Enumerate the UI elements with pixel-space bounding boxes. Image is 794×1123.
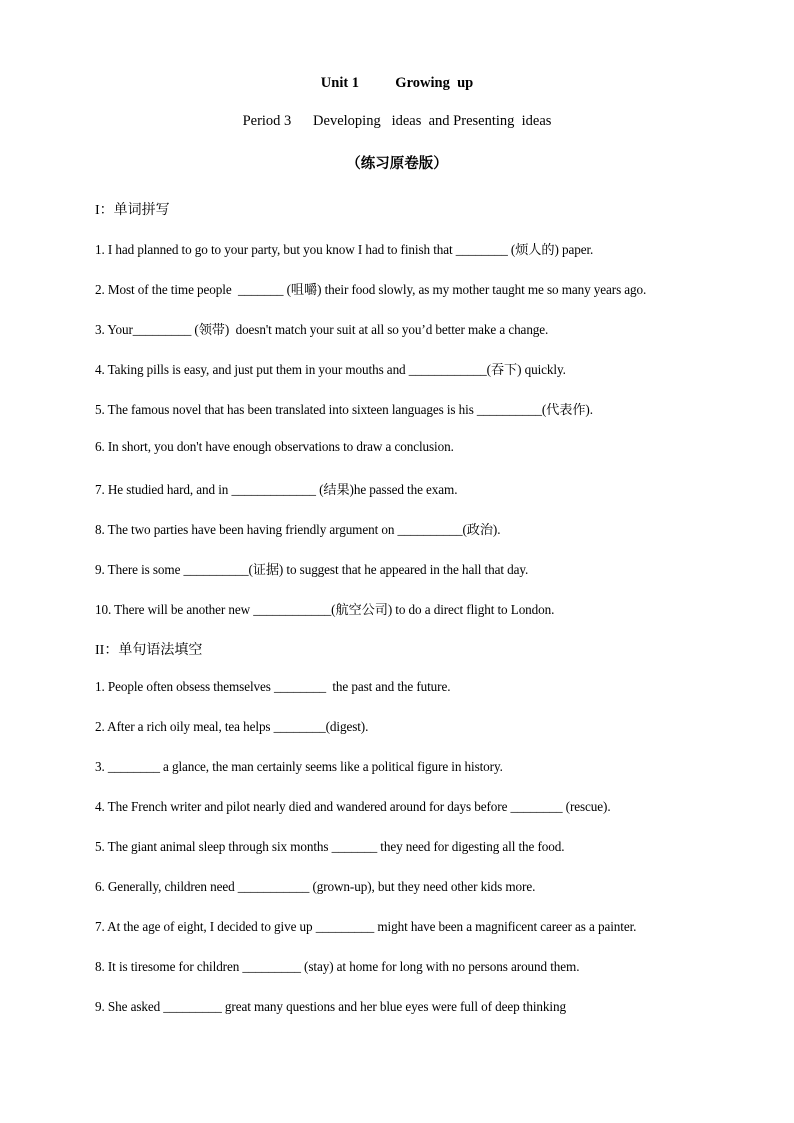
spelling-item: 6. In short, you don't have enough observations to draw a conclusion. [95,439,454,454]
grammar-item: 2. After a rich oily meal, tea helps ________(digest). [95,719,369,734]
spelling-item: 7. He studied hard, and in _____________ (结果)he passed the exam. [95,482,458,497]
spelling-item: 2. Most of the time people _______ (咀嚼) their food slowly, as my mother taught me so many years ago. [95,282,647,297]
spelling-item: 8. The two parties have been having friendly argument on __________(政治). [95,522,501,537]
spelling-item: 3. Your_________ (领带) doesn't match your suit at all so you’d better make a change. [95,322,549,337]
spelling-item: 9. There is some __________(证据) to suggest that he appeared in the hall that day. [95,562,529,577]
spelling-item: 5. The famous novel that has been translated into sixteen languages is his __________(代表作). [95,402,593,417]
grammar-item: 8. It is tiresome for children _________ (stay) at home for long with no persons around them. [95,959,580,974]
spelling-item: 1. I had planned to go to your party, but you know I had to finish that ________ (烦人的) paper. [95,242,594,257]
grammar-item: 4. The French writer and pilot nearly died and wandered around for days before ________ (rescue). [95,799,611,814]
spelling-item: 4. Taking pills is easy, and just put them in your mouths and ____________(吞下) quickly. [95,362,566,377]
grammar-item: 1. People often obsess themselves ________ the past and the future. [95,679,451,694]
grammar-item: 9. She asked _________ great many questions and her blue eyes were full of deep thinking [95,999,566,1014]
grammar-item: 3. ________ a glance, the man certainly seems like a political figure in history. [95,759,503,774]
grammar-item: 5. The giant animal sleep through six months _______ they need for digesting all the food. [95,839,565,854]
section-heading-spelling: I：单词拼写 [95,203,170,218]
unit-title: Unit 1 Growing up [320,75,474,91]
edition-label: （练习原卷版） [346,156,448,172]
spelling-item: 10. There will be another new ____________(航空公司) to do a direct flight to London. [95,602,555,617]
grammar-item: 6. Generally, children need ___________ (grown-up), but they need other kids more. [95,879,536,894]
grammar-item: 7. At the age of eight, I decided to give up _________ might have been a magnificent career as a painter. [95,919,637,934]
section-heading-grammar: II：单句语法填空 [95,643,203,658]
period-subtitle: Period 3 Developing ideas and Presenting ideas [242,113,552,129]
